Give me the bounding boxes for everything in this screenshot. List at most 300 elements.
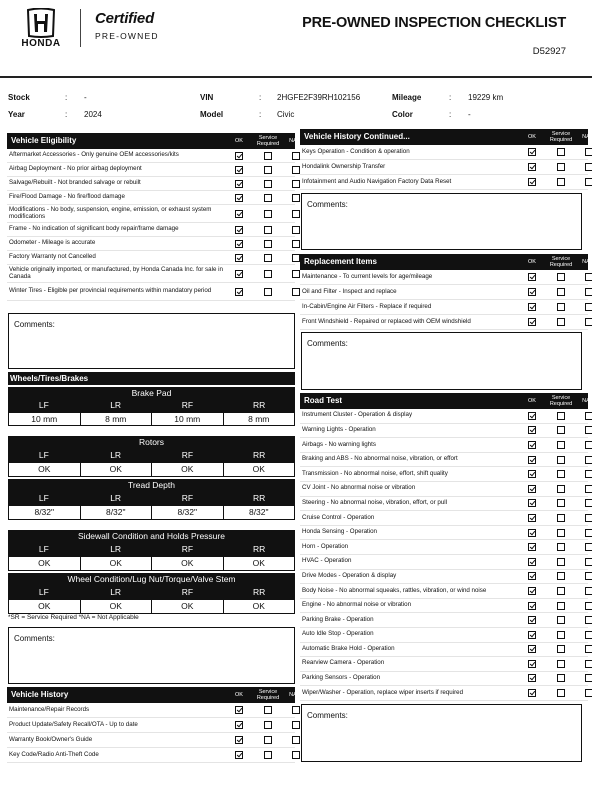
ok-checkbox[interactable] (235, 194, 243, 202)
color-colon: : (449, 110, 452, 119)
checklist-row (300, 467, 588, 482)
road-test-section (300, 393, 588, 701)
section-header (7, 687, 295, 703)
checklist-item-label: Hondalink Ownership Transfer (302, 162, 386, 170)
na-checkbox[interactable] (585, 178, 592, 186)
checklist-item-label: Frame - No indication of significant body repair/frame damage (9, 225, 179, 233)
position-rf: RF (152, 543, 224, 556)
na-checkbox[interactable] (292, 152, 300, 160)
ok-checkbox[interactable] (528, 273, 536, 281)
na-checkbox[interactable] (585, 456, 592, 464)
checklist-row (300, 628, 588, 643)
mileage-value: 19229 km (468, 93, 504, 102)
position-lr: LR (80, 492, 152, 505)
year-value: 2024 (84, 110, 102, 119)
service-required-checkbox[interactable] (557, 318, 565, 326)
section-title: Vehicle History Continued... (304, 132, 410, 141)
ok-column-header: OK (528, 398, 536, 404)
na-checkbox[interactable] (585, 558, 592, 566)
ok-checkbox[interactable] (235, 706, 243, 714)
wheel-condition-rr: OK (223, 600, 295, 613)
na-checkbox[interactable] (585, 470, 592, 478)
na-checkbox[interactable] (585, 514, 592, 522)
na-checkbox[interactable] (585, 572, 592, 580)
ok-checkbox[interactable] (528, 616, 536, 624)
wheel-condition-positions (8, 586, 295, 599)
wheels-comments-box[interactable] (8, 627, 295, 684)
brake-pad-positions (8, 399, 295, 412)
section-header (7, 133, 295, 149)
ok-checkbox[interactable] (528, 499, 536, 507)
header-rule (0, 76, 592, 78)
position-lf: LF (8, 399, 80, 412)
na-checkbox[interactable] (585, 412, 592, 420)
ok-checkbox[interactable] (528, 645, 536, 653)
na-checkbox[interactable] (292, 736, 300, 744)
checklist-item-label: Transmission - No abnormal noise, effort, shift quality (302, 469, 448, 477)
checklist-item-label: Honda Sensing - Operation (302, 528, 377, 536)
na-checkbox[interactable] (585, 529, 592, 537)
ok-checkbox[interactable] (528, 485, 536, 493)
ok-checkbox[interactable] (528, 558, 536, 566)
ok-checkbox[interactable] (528, 572, 536, 580)
position-rr: RR (223, 492, 295, 505)
service-required-checkbox[interactable] (557, 288, 565, 296)
service-required-checkbox[interactable] (557, 163, 565, 171)
service-required-checkbox[interactable] (264, 210, 272, 218)
brand-name: HONDA (21, 38, 61, 49)
checklist-row (300, 555, 588, 570)
service-required-checkbox[interactable] (264, 270, 272, 278)
ok-checkbox[interactable] (235, 751, 243, 759)
service-required-checkbox[interactable] (557, 456, 565, 464)
checklist-item-label: Fire/Flood Damage - No fire/flood damage (9, 193, 125, 201)
na-checkbox[interactable] (585, 645, 592, 653)
ok-checkbox[interactable] (235, 288, 243, 296)
ok-checkbox[interactable] (528, 689, 536, 697)
tread-depth-title: Tread Depth (8, 479, 295, 492)
document-id: D52927 (532, 46, 566, 57)
wheels-section-title: Wheels/Tires/Brakes (8, 372, 295, 385)
na-checkbox[interactable] (585, 660, 592, 668)
rotors-lf: OK (9, 463, 80, 476)
na-checkbox[interactable] (292, 210, 300, 218)
service-required-checkbox[interactable] (264, 180, 272, 188)
ok-checkbox[interactable] (528, 163, 536, 171)
na-checkbox[interactable] (585, 674, 592, 682)
checklist-row (7, 223, 295, 237)
checklist-row (7, 191, 295, 205)
checklist-row (300, 438, 588, 453)
position-lf: LF (8, 543, 80, 556)
ok-checkbox[interactable] (528, 412, 536, 420)
ok-checkbox[interactable] (528, 148, 536, 156)
checklist-row (7, 163, 295, 177)
comments-label: Comments: (307, 200, 348, 209)
section-title: Vehicle History (11, 690, 69, 699)
na-checkbox[interactable] (585, 148, 592, 156)
ok-checkbox[interactable] (528, 426, 536, 434)
mileage-label: Mileage (392, 93, 422, 102)
service-required-checkbox[interactable] (557, 689, 565, 697)
checklist-item-label: Cruise Control - Operation (302, 513, 375, 521)
vin-value: 2HGFE2F39RH102156 (277, 93, 361, 102)
checklist-row (7, 177, 295, 191)
na-checkbox[interactable] (292, 270, 300, 278)
checklist-item-label: Product Update/Safety Recall/OTA - Up to date (9, 720, 138, 728)
checklist-item-label: Vehicle originally imported, or manufactured, by Honda Canada Inc. for sale in Canada (9, 265, 223, 280)
checklist-row (300, 409, 588, 424)
service-required-checkbox[interactable] (557, 529, 565, 537)
sidewall-positions (8, 543, 295, 556)
service-required-checkbox[interactable] (557, 572, 565, 580)
checklist-row (300, 482, 588, 497)
service-required-checkbox[interactable] (264, 226, 272, 234)
color-label: Color (392, 110, 413, 119)
na-column-header: NA (582, 259, 590, 265)
service-required-checkbox[interactable] (557, 616, 565, 624)
service-required-checkbox[interactable] (264, 194, 272, 202)
na-checkbox[interactable] (585, 288, 592, 296)
ok-checkbox[interactable] (528, 660, 536, 668)
vehicle-history-continued-section (300, 129, 588, 190)
service-required-checkbox[interactable] (557, 674, 565, 682)
checklist-row (7, 237, 295, 251)
na-column-header: NA (289, 138, 297, 144)
ok-checkbox[interactable] (528, 631, 536, 639)
na-checkbox[interactable] (585, 318, 592, 326)
rotors-positions (8, 449, 295, 462)
checklist-row (300, 160, 588, 175)
checklist-row (300, 643, 588, 658)
checklist-row (300, 613, 588, 628)
sidewall-title: Sidewall Condition and Holds Pressure (8, 530, 295, 543)
checklist-item-label: Odometer - Mileage is accurate (9, 239, 96, 247)
checklist-row (7, 748, 295, 763)
ok-checkbox[interactable] (235, 152, 243, 160)
ok-checkbox[interactable] (528, 456, 536, 464)
checklist-row (300, 175, 588, 190)
checklist-row (300, 270, 588, 285)
position-rr: RR (223, 586, 295, 599)
na-checkbox[interactable] (292, 254, 300, 262)
vehicle-eligibility-section (7, 133, 295, 301)
tread-depth-lr: 8/32" (80, 506, 152, 519)
comments-label: Comments: (14, 634, 55, 643)
service-required-checkbox[interactable] (264, 721, 272, 729)
position-rf: RF (152, 399, 224, 412)
ok-checkbox[interactable] (235, 166, 243, 174)
sidewall-lf: OK (9, 557, 80, 570)
eligibility-comments-box[interactable] (8, 313, 295, 369)
na-checkbox[interactable] (292, 751, 300, 759)
header-divider (80, 9, 81, 47)
na-checkbox[interactable] (585, 616, 592, 624)
service-required-column-header: Service Required (549, 395, 573, 407)
ok-column-header: OK (528, 134, 536, 140)
na-checkbox[interactable] (585, 163, 592, 171)
ok-checkbox[interactable] (235, 270, 243, 278)
position-rr: RR (223, 449, 295, 462)
brake-pad-rr: 8 mm (223, 413, 295, 425)
service-required-checkbox[interactable] (264, 240, 272, 248)
brake-pad-lf: 10 mm (9, 413, 80, 425)
checklist-item-label: Drive Modes - Operation & display (302, 571, 397, 579)
road-test-comments-box[interactable] (301, 704, 582, 762)
checklist-item-label: Oil and Filter - Inspect and replace (302, 287, 397, 295)
checklist-row (300, 672, 588, 687)
position-rf: RF (152, 586, 224, 599)
wheel-condition-rf: OK (151, 600, 223, 613)
wheel-condition-lf: OK (9, 600, 80, 613)
checklist-row (300, 657, 588, 672)
stock-value: - (84, 93, 87, 102)
checklist-item-label: HVAC - Operation (302, 557, 352, 565)
na-checkbox[interactable] (585, 631, 592, 639)
checklist-item-label: Engine - No abnormal noise or vibration (302, 601, 412, 609)
checklist-item-label: Parking Sensors - Operation (302, 674, 381, 682)
brake-pad-lr: 8 mm (80, 413, 152, 425)
checklist-row (300, 453, 588, 468)
rotors-rf: OK (151, 463, 223, 476)
service-required-checkbox[interactable] (557, 543, 565, 551)
service-required-checkbox[interactable] (557, 587, 565, 595)
vin-label: VIN (200, 93, 214, 102)
service-required-checkbox[interactable] (557, 148, 565, 156)
service-required-checkbox[interactable] (264, 152, 272, 160)
wheel-condition-title: Wheel Condition/Lug Nut/Torque/Valve Stem (8, 573, 295, 586)
checklist-row (7, 703, 295, 718)
checklist-row (300, 570, 588, 585)
service-required-checkbox[interactable] (557, 660, 565, 668)
ok-checkbox[interactable] (528, 543, 536, 551)
year-label: Year (8, 110, 25, 119)
position-lf: LF (8, 449, 80, 462)
service-required-checkbox[interactable] (264, 751, 272, 759)
na-checkbox[interactable] (585, 273, 592, 281)
service-required-checkbox[interactable] (264, 288, 272, 296)
replacement-comments-box[interactable] (301, 332, 582, 390)
checklist-item-label: Maintenance/Repair Records (9, 705, 90, 713)
service-required-checkbox[interactable] (557, 412, 565, 420)
service-required-checkbox[interactable] (557, 558, 565, 566)
ok-checkbox[interactable] (528, 514, 536, 522)
checklist-row (300, 424, 588, 439)
service-required-column-header: Service Required (256, 135, 280, 147)
na-checkbox[interactable] (292, 721, 300, 729)
brake-pad-title: Brake Pad (8, 387, 295, 399)
comments-label: Comments: (14, 320, 55, 329)
comments-label: Comments: (307, 339, 348, 348)
checklist-item-label: Winter Tires - Eligible per provincial requirements within mandatory period (9, 287, 212, 295)
checklist-row (300, 599, 588, 614)
na-checkbox[interactable] (585, 689, 592, 697)
model-label: Model (200, 110, 224, 119)
checklist-row (300, 497, 588, 512)
ok-checkbox[interactable] (235, 226, 243, 234)
checklist-item-label: Salvage/Rebuilt - Not branded salvage or rebuilt (9, 179, 141, 187)
checklist-row (7, 205, 295, 223)
ok-checkbox[interactable] (235, 254, 243, 262)
service-required-checkbox[interactable] (557, 441, 565, 449)
rotors-values (8, 462, 295, 477)
na-checkbox[interactable] (292, 240, 300, 248)
comments-label: Comments: (307, 711, 348, 720)
checklist-item-label: Infotainment and Audio Navigation Factory Data Reset (302, 177, 452, 185)
service-required-checkbox[interactable] (264, 736, 272, 744)
checklist-item-label: CV Joint - No abnormal noise or vibration (302, 484, 416, 492)
na-column-header: NA (582, 134, 590, 140)
color-value: - (468, 110, 471, 119)
model-colon: : (259, 110, 262, 119)
na-checkbox[interactable] (585, 587, 592, 595)
vehicle-history-section (7, 687, 295, 763)
service-required-checkbox[interactable] (557, 645, 565, 653)
ok-checkbox[interactable] (235, 240, 243, 248)
service-required-checkbox[interactable] (264, 254, 272, 262)
checklist-row (300, 145, 588, 160)
service-required-checkbox[interactable] (557, 514, 565, 522)
checklist-item-label: Wiper/Washer - Operation, replace wiper inserts if required (302, 688, 464, 696)
checklist-item-label: Front Windshield - Repaired or replaced with OEM windshield (302, 317, 471, 325)
certified-title: Certified (95, 10, 155, 27)
na-checkbox[interactable] (585, 602, 592, 610)
honda-h-icon (12, 8, 70, 38)
checklist-row (7, 718, 295, 733)
checklist-row (7, 149, 295, 163)
checklist-item-label: Keys Operation - Condition & operation (302, 147, 410, 155)
ok-column-header: OK (235, 138, 243, 144)
certified-subtitle: PRE-OWNED (95, 31, 159, 41)
checklist-item-label: Automatic Brake Hold - Operation (302, 644, 395, 652)
section-header (300, 129, 588, 145)
checklist-row (300, 686, 588, 701)
na-checkbox[interactable] (292, 194, 300, 202)
page-title: PRE-OWNED INSPECTION CHECKLIST (302, 15, 566, 31)
na-checkbox[interactable] (585, 543, 592, 551)
ok-checkbox[interactable] (235, 210, 243, 218)
checklist-item-label: Maintenance - To current levels for age/mileage (302, 272, 433, 280)
checklist-row (7, 265, 295, 283)
tread-depth-rf: 8/32" (151, 506, 223, 519)
service-required-checkbox[interactable] (557, 499, 565, 507)
checklist-item-label: Modifications - No body, suspension, engine, emission, or exhaust system modifications (9, 205, 212, 220)
position-lr: LR (80, 586, 152, 599)
na-checkbox[interactable] (292, 226, 300, 234)
service-required-checkbox[interactable] (264, 706, 272, 714)
service-required-checkbox[interactable] (557, 273, 565, 281)
ok-checkbox[interactable] (528, 288, 536, 296)
service-required-checkbox[interactable] (557, 303, 565, 311)
section-title: Road Test (304, 396, 343, 405)
tread-depth-lf: 8/32" (9, 506, 80, 519)
checklist-item-label: Braking and ABS - No abnormal noise, vibration, or effort (302, 455, 458, 463)
sidewall-lr: OK (80, 557, 152, 570)
service-required-checkbox[interactable] (557, 178, 565, 186)
checklist-row (300, 540, 588, 555)
rotors-title: Rotors (8, 436, 295, 449)
service-required-checkbox[interactable] (264, 166, 272, 174)
checklist-item-label: Instrument Cluster - Operation & display (302, 411, 413, 419)
ok-checkbox[interactable] (528, 318, 536, 326)
history-comments-box[interactable] (301, 193, 582, 250)
na-checkbox[interactable] (585, 303, 592, 311)
checklist-item-label: Key Code/Radio Anti-Theft Code (9, 750, 99, 758)
service-required-checkbox[interactable] (557, 602, 565, 610)
ok-checkbox[interactable] (528, 529, 536, 537)
ok-checkbox[interactable] (235, 721, 243, 729)
checklist-item-label: Parking Brake - Operation (302, 615, 374, 623)
na-checkbox[interactable] (292, 706, 300, 714)
tread-depth-positions (8, 492, 295, 505)
checklist-row (7, 283, 295, 301)
na-checkbox[interactable] (585, 441, 592, 449)
ok-checkbox[interactable] (528, 587, 536, 595)
na-checkbox[interactable] (292, 166, 300, 174)
checklist-item-label: Auto Idle Stop - Operation (302, 630, 374, 638)
na-checkbox[interactable] (585, 499, 592, 507)
service-required-checkbox[interactable] (557, 426, 565, 434)
brake-pad-rf: 10 mm (151, 413, 223, 425)
ok-checkbox[interactable] (528, 470, 536, 478)
service-required-checkbox[interactable] (557, 485, 565, 493)
position-rf: RF (152, 449, 224, 462)
checklist-item-label: Body Noise - No abnormal squeaks, rattles, vibration, or wind noise (302, 586, 487, 594)
ok-checkbox[interactable] (528, 303, 536, 311)
stock-colon: : (65, 93, 68, 102)
checklist-item-label: Rearview Camera - Operation (302, 659, 385, 667)
ok-checkbox[interactable] (528, 178, 536, 186)
service-required-column-header: Service Required (256, 689, 280, 701)
sidewall-rf: OK (151, 557, 223, 570)
section-header (300, 393, 588, 409)
checklist-item-label: Factory Warranty not Cancelled (9, 253, 96, 261)
model-value: Civic (277, 110, 295, 119)
vin-colon: : (259, 93, 262, 102)
checklist-item-label: In-Cabin/Engine Air Filters - Replace if required (302, 302, 432, 310)
ok-column-header: OK (528, 259, 536, 265)
ok-checkbox[interactable] (235, 180, 243, 188)
ok-checkbox[interactable] (235, 736, 243, 744)
checklist-row (300, 526, 588, 541)
service-required-checkbox[interactable] (557, 631, 565, 639)
checklist-row (300, 285, 588, 300)
na-checkbox[interactable] (292, 180, 300, 188)
wheel-condition-values (8, 599, 295, 614)
service-required-checkbox[interactable] (557, 470, 565, 478)
ok-checkbox[interactable] (528, 441, 536, 449)
section-header (300, 254, 588, 270)
ok-checkbox[interactable] (528, 674, 536, 682)
na-checkbox[interactable] (292, 288, 300, 296)
tread-depth-rr: 8/32" (223, 506, 295, 519)
ok-checkbox[interactable] (528, 602, 536, 610)
na-checkbox[interactable] (585, 426, 592, 434)
checklist-row (300, 511, 588, 526)
sidewall-values (8, 556, 295, 571)
position-lr: LR (80, 399, 152, 412)
position-rf: RF (152, 492, 224, 505)
checklist-row (300, 584, 588, 599)
position-rr: RR (223, 399, 295, 412)
wheel-condition-lr: OK (80, 600, 152, 613)
position-lr: LR (80, 543, 152, 556)
tread-depth-values (8, 505, 295, 520)
checklist-row (300, 315, 588, 330)
na-checkbox[interactable] (585, 485, 592, 493)
na-column-header: NA (289, 692, 297, 698)
section-title: Replacement Items (304, 257, 377, 266)
